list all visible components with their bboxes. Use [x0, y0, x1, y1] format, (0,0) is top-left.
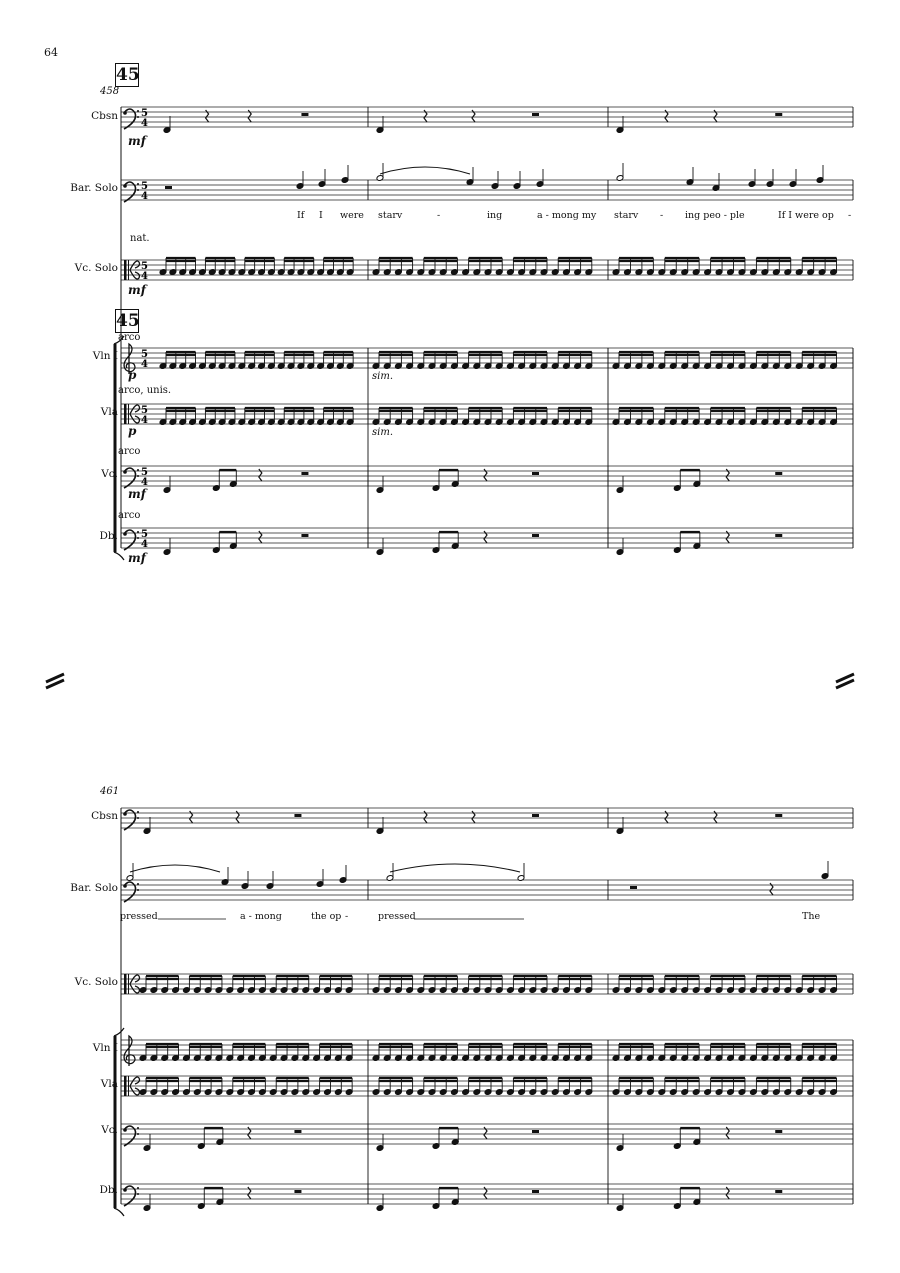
- half-rest-icon: [294, 1190, 301, 1193]
- technique-arco-vln1: arco: [118, 332, 141, 343]
- dynamic-mf-vc: mf: [128, 487, 146, 501]
- lyric: ing peo - ple: [685, 210, 745, 221]
- alto-clef-icon: [124, 1076, 127, 1096]
- alto-clef-icon: [124, 974, 127, 994]
- time-signature: 4: [141, 477, 148, 488]
- time-signature: 5: [141, 261, 148, 272]
- measure-number-461: 461: [100, 786, 120, 797]
- bass-clef-icon-dot: [123, 1128, 127, 1132]
- dynamic-mf-vc-solo: mf: [128, 283, 146, 297]
- lyric: were: [340, 210, 364, 221]
- technique-nat: nat.: [130, 233, 150, 244]
- system1-bracket-hook-bottom: [114, 552, 124, 560]
- alto-clef-icon: [124, 260, 127, 280]
- label-vla-2: Vla: [100, 1078, 118, 1090]
- lyric: pressed: [120, 911, 158, 922]
- label-db-2: Db.: [99, 1184, 118, 1196]
- lyric: starv: [614, 210, 639, 221]
- bass-clef-icon-dot: [123, 184, 127, 188]
- time-signature: 4: [141, 415, 148, 426]
- dynamic-p-vla: p: [128, 424, 137, 438]
- time-signature: 5: [141, 467, 148, 478]
- half-rest-icon: [301, 472, 308, 475]
- dynamic-mf-cbsn: mf: [128, 134, 146, 148]
- label-cbsn-1: Cbsn: [91, 110, 118, 122]
- bass-clef-icon-dot: [137, 116, 139, 118]
- bass-clef-icon-dot: [137, 1133, 139, 1135]
- system-separator-left-icon: [46, 674, 64, 688]
- lyric: pressed: [378, 911, 416, 922]
- label-vc-1: Vc.: [101, 468, 118, 480]
- bass-clef-icon-dot: [137, 811, 139, 813]
- rehearsal-mark-strings: 45: [116, 311, 140, 331]
- half-rest-icon: [294, 1130, 301, 1133]
- measure-number-458: 458: [100, 86, 120, 97]
- sim-vln1: sim.: [372, 371, 393, 382]
- bass-clef-icon-dot: [123, 111, 127, 115]
- technique-arco-db: arco: [118, 510, 141, 521]
- system2-bracket-hook-bottom: [114, 1208, 124, 1216]
- bass-clef-icon-dot: [137, 189, 139, 191]
- slur: [130, 865, 220, 872]
- slur: [380, 167, 470, 174]
- technique-arco-vc: arco: [118, 446, 141, 457]
- lyric: ing: [487, 210, 503, 221]
- bass-clef-icon-dot: [137, 537, 139, 539]
- label-vc-2: Vc.: [101, 1124, 118, 1136]
- bass-clef-icon-dot: [137, 531, 139, 533]
- time-signature: 4: [141, 271, 148, 282]
- label-vln1-1: Vln I: [92, 350, 118, 362]
- label-bar-solo-2: Bar. Solo: [70, 882, 118, 894]
- half-rest-icon: [775, 472, 782, 475]
- time-signature: 5: [141, 349, 148, 360]
- time-signature: 5: [141, 108, 148, 119]
- half-rest-icon: [532, 534, 539, 537]
- alto-clef-icon-bar: [128, 404, 129, 424]
- bass-clef-icon-dot: [137, 817, 139, 819]
- label-bar-solo-1: Bar. Solo: [70, 182, 118, 194]
- lyric: -: [437, 210, 441, 221]
- alto-clef-icon-bar: [128, 974, 129, 994]
- time-signature: 5: [141, 529, 148, 540]
- label-vla-1: Vla: [100, 406, 118, 418]
- bass-clef-icon-dot: [137, 889, 139, 891]
- lyric: a - mong my: [537, 210, 597, 221]
- label-vc-solo-1: Vc. Solo: [74, 262, 118, 274]
- rehearsal-mark-top: 45: [116, 65, 140, 85]
- alto-clef-icon-bar: [128, 1076, 129, 1096]
- slur: [390, 864, 520, 872]
- dynamic-p-vln1: p: [128, 368, 137, 382]
- bass-clef-icon-dot: [137, 1187, 139, 1189]
- bass-clef-icon-dot: [123, 1188, 127, 1192]
- lyric: -: [660, 210, 664, 221]
- half-rest-icon: [630, 886, 637, 889]
- half-rest-icon: [532, 1130, 539, 1133]
- lyric: The: [802, 911, 821, 922]
- bass-clef-icon-dot: [137, 183, 139, 185]
- time-signature: 4: [141, 118, 148, 129]
- half-rest-icon: [775, 814, 782, 817]
- sim-vla: sim.: [372, 427, 393, 438]
- time-signature: 5: [141, 181, 148, 192]
- label-db-1: Db.: [99, 530, 118, 542]
- lyric: -: [848, 210, 852, 221]
- bass-clef-icon-dot: [137, 110, 139, 112]
- half-rest-icon: [775, 1130, 782, 1133]
- system1-bracket-hook-top: [114, 336, 124, 344]
- label-vln1-2: Vln I: [92, 1042, 118, 1054]
- half-rest-icon: [532, 472, 539, 475]
- page-number: 64: [44, 46, 58, 59]
- half-rest-icon: [165, 186, 172, 189]
- lyric: If: [297, 210, 305, 221]
- bass-clef-icon-dot: [123, 470, 127, 474]
- lyric: -: [345, 911, 349, 922]
- bass-clef-icon-dot: [123, 532, 127, 536]
- label-cbsn-2: Cbsn: [91, 810, 118, 822]
- treble-clef-icon: [124, 1036, 135, 1066]
- time-signature: 5: [141, 405, 148, 416]
- time-signature: 4: [141, 539, 148, 550]
- bass-clef-icon-dot: [137, 469, 139, 471]
- half-rest-icon: [301, 113, 308, 116]
- lyric: If I were op: [778, 210, 834, 221]
- half-rest-icon: [294, 814, 301, 817]
- bass-clef-icon-dot: [123, 812, 127, 816]
- half-rest-icon: [775, 1190, 782, 1193]
- dynamic-mf-db: mf: [128, 551, 146, 565]
- half-rest-icon: [532, 1190, 539, 1193]
- time-signature: 4: [141, 191, 148, 202]
- half-rest-icon: [532, 814, 539, 817]
- lyric: the op: [311, 911, 342, 922]
- system2-bracket-hook-top: [114, 1028, 124, 1036]
- alto-clef-icon-bar: [128, 260, 129, 280]
- half-rest-icon: [301, 534, 308, 537]
- lyric: a - mong: [240, 911, 282, 922]
- alto-clef-icon: [124, 404, 127, 424]
- technique-arco-unis-vla: arco, unis.: [118, 385, 172, 396]
- half-rest-icon: [775, 534, 782, 537]
- system-separator-right-icon: [836, 674, 854, 688]
- lyric: starv: [378, 210, 403, 221]
- bass-clef-icon-dot: [123, 884, 127, 888]
- bass-clef-icon-dot: [137, 1127, 139, 1129]
- label-vc-solo-2: Vc. Solo: [74, 976, 118, 988]
- bass-clef-icon-dot: [137, 475, 139, 477]
- bass-clef-icon-dot: [137, 883, 139, 885]
- half-rest-icon: [775, 113, 782, 116]
- bass-clef-icon-dot: [137, 1193, 139, 1195]
- treble-clef-icon: [124, 344, 135, 374]
- half-rest-icon: [532, 113, 539, 116]
- lyric: I: [319, 210, 323, 221]
- time-signature: 4: [141, 359, 148, 370]
